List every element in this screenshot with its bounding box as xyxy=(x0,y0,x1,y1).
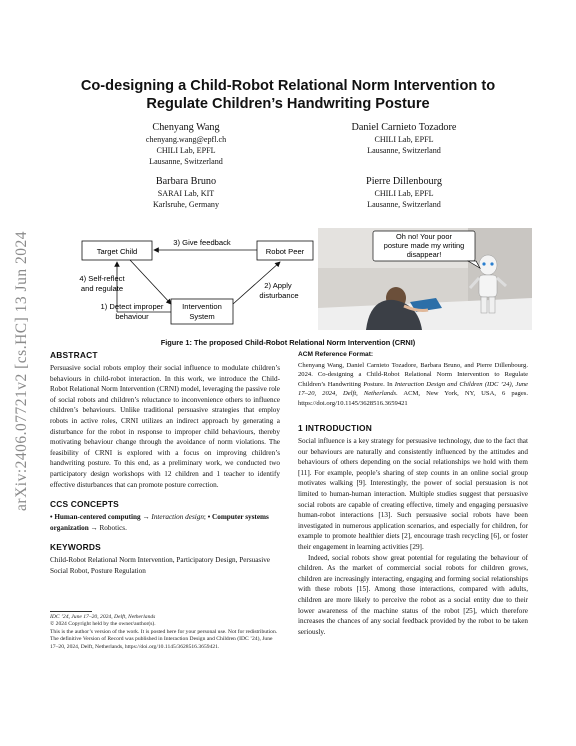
author-affiliation: CHILI Lab, EPFL xyxy=(374,189,434,198)
speech-line-1: Oh no! Your poor xyxy=(396,232,452,241)
ccs-sub-2: Robotics. xyxy=(99,523,127,532)
edge-apply-label-1: 2) Apply xyxy=(264,281,292,290)
acm-ref-text xyxy=(298,361,528,409)
footer xyxy=(50,614,280,651)
author-block-2 xyxy=(304,121,504,156)
figure-caption: Figure 1: The proposed Child-Robot Relational Norm Intervention (CRNI) xyxy=(160,338,416,347)
abstract-text: Persuasive social robots employ their social influence to modulate children’s behaviours in child-robot interaction. In this work, we introduce the Child-Robot Relational Norm Intervention (CRNI) model, leveraging the passive role of social robots and children’s reluctance to inconvenience others to influence children’s behaviours. Unlike traditional persuasive strategies that employ robots in active roles, CRNI utilizes an indirect approach by generating a disturbance for the robot in response to improper child behaviours, thereby motivating behaviour change through the avoidance of norm violations. The feasibility of CRNI is explored with a focus on improving children’s handwriting posture. To this end, as a preliminary work, we conducted two participatory design workshops with 12 children and 1 teacher to identify effective disturbances that can promote posture correction. xyxy=(50,364,280,489)
author-block-1 xyxy=(86,121,286,167)
author-name: Chenyang Wang xyxy=(152,122,220,133)
keywords-heading: KEYWORDS xyxy=(50,542,101,553)
paper-title xyxy=(0,77,576,113)
author-location: Karlsruhe, Germany xyxy=(152,200,220,209)
ccs-arrow-1: → xyxy=(140,513,152,522)
ccs-concept-1: • Human-centered computing xyxy=(50,513,141,522)
edge-self-reflect-label-2: and regulate xyxy=(80,284,124,293)
ccs-sub-1: Interaction design xyxy=(151,513,204,522)
author-block-3 xyxy=(86,175,286,210)
author-name: Pierre Dillenbourg xyxy=(366,176,442,187)
edge-give-feedback-label: 3) Give feedback xyxy=(173,238,231,247)
node-robot-peer-label: Robot Peer xyxy=(265,247,305,256)
figure-photo-svg xyxy=(318,228,532,330)
intro-paragraph-2: Indeed, social robots show great potential for regulating the behaviour of children. As the market of commercial social robots for children grows, children are increasingly interacting, engaging and forming social relationships with these robots [15]. Among those interactions, compared with adults, children are more likely to perceive the robot as a social entity due to their lower awareness of the machine status of the robot [25], which therefore increases the chances of any social feedback provided by the robot to be taken seriously. xyxy=(298,553,528,636)
author-location: Lausanne, Switzerland xyxy=(149,157,223,166)
arxiv-stamp xyxy=(10,198,34,543)
footer-rule xyxy=(50,611,92,612)
author-name: Barbara Bruno xyxy=(155,176,217,187)
title-line-2: Regulate Children’s Handwriting Posture xyxy=(146,96,430,112)
acm-ref-heading: ACM Reference Format: xyxy=(298,351,374,358)
edge-detect-label-1: 1) Detect improper xyxy=(100,302,164,311)
title-line-1: Co-designing a Child-Robot Relational Norm Intervention to xyxy=(80,78,496,94)
figure-photo xyxy=(318,228,532,330)
edge-apply-label-2: disturbance xyxy=(259,291,299,300)
edge-self-reflect-label-1: 4) Self-reflect xyxy=(79,274,125,283)
acm-ref-venue: Interaction Design and Children (IDC ’24), June 17–20, 2024, Delft, Netherlands. xyxy=(298,380,528,397)
speech-line-3: disappear! xyxy=(406,250,442,259)
acm-ref-post: ACM, New York, NY, USA, 6 pages. https://doi.org/10.1145/3628516.3659421 xyxy=(298,390,528,407)
intro-heading: 1 INTRODUCTION xyxy=(298,423,372,433)
edge-detect-label-2: behaviour xyxy=(115,312,149,321)
ccs-concept-2: • Computer systems organization xyxy=(50,513,269,532)
author-affiliation: CHILI Lab, EPFL xyxy=(156,146,216,155)
node-target-child-label: Target Child xyxy=(96,247,138,256)
author-location: Lausanne, Switzerland xyxy=(367,146,441,155)
author-name: Daniel Carnieto Tozadore xyxy=(351,122,457,133)
footer-notice: This is the author’s version of the work. It is posted here for your personal use. Not for redistribution. The definitive Version of Record was published in Interaction Design and Children (IDC ’24), June 17–20, 2024, Delft, Netherlands, https://doi.org/10.1145/3628516.3659421. xyxy=(50,628,278,650)
acm-ref-pre: Chenyang Wang, Daniel Carnieto Tozadore, Barbara Bruno, and Pierre Dillenbourg. 2024. Co-designing a Child-Robot Relational Norm Intervention to Regulate Children’s Handwriting Posture. In xyxy=(298,361,528,388)
author-affiliation: SARAI Lab, KIT xyxy=(157,189,215,198)
edge-detect xyxy=(130,260,171,304)
footer-venue: IDC ’24, June 17–20, 2024, Delft, Netherlands xyxy=(50,614,156,620)
ccs-arrow-2: → xyxy=(88,523,100,532)
right-column xyxy=(298,350,528,637)
ccs-text xyxy=(50,512,280,533)
intro-paragraph-1: Social influence is a key strategy for persuasive technology, due to the fact that our behaviours are naturally and consistently influenced by the attitudes and behaviours of others depending on the social relationships we hold with them [11]. For example, people’s sharing of step counts in an online social group motivates walking [9]. Interestingly, the power of social persuasion is not limited to human-human interaction. Multiple studies suggest that persuasive social robots are capable of creating effective, timely and engaging persuasive human-robot interactions [13]. Such persuasive social robots have been investigated in numerous application scenarios, and especially for children, for example to promote healthier diets [2], encourage trash recycling [6], or foster their engagement in learning activities [29]. xyxy=(298,437,528,551)
node-intervention-label-1: Intervention xyxy=(182,302,222,311)
footer-copyright: © 2024 Copyright held by the owner/author(s). xyxy=(50,621,156,628)
ccs-separator: ; xyxy=(203,513,208,522)
author-location: Lausanne, Switzerland xyxy=(367,200,441,209)
left-column xyxy=(50,350,280,577)
keywords-text: Child-Robot Relational Norm Intervention, Participatory Design, Persuasive Social Robot, Posture Regulation xyxy=(50,556,270,575)
author-block-4 xyxy=(304,175,504,210)
author-affiliation: CHILI Lab, EPFL xyxy=(374,135,434,144)
author-email: chenyang.wang@epfl.ch xyxy=(145,135,227,144)
speech-line-2: posture made my writing xyxy=(383,241,465,250)
abstract-heading: ABSTRACT xyxy=(50,350,98,360)
ccs-heading: CCS CONCEPTS xyxy=(50,499,119,510)
arxiv-id: arXiv:2406.07721v2 [cs.HC] 13 Jun 2024 xyxy=(13,230,30,511)
node-intervention-label-2: System xyxy=(189,312,215,321)
